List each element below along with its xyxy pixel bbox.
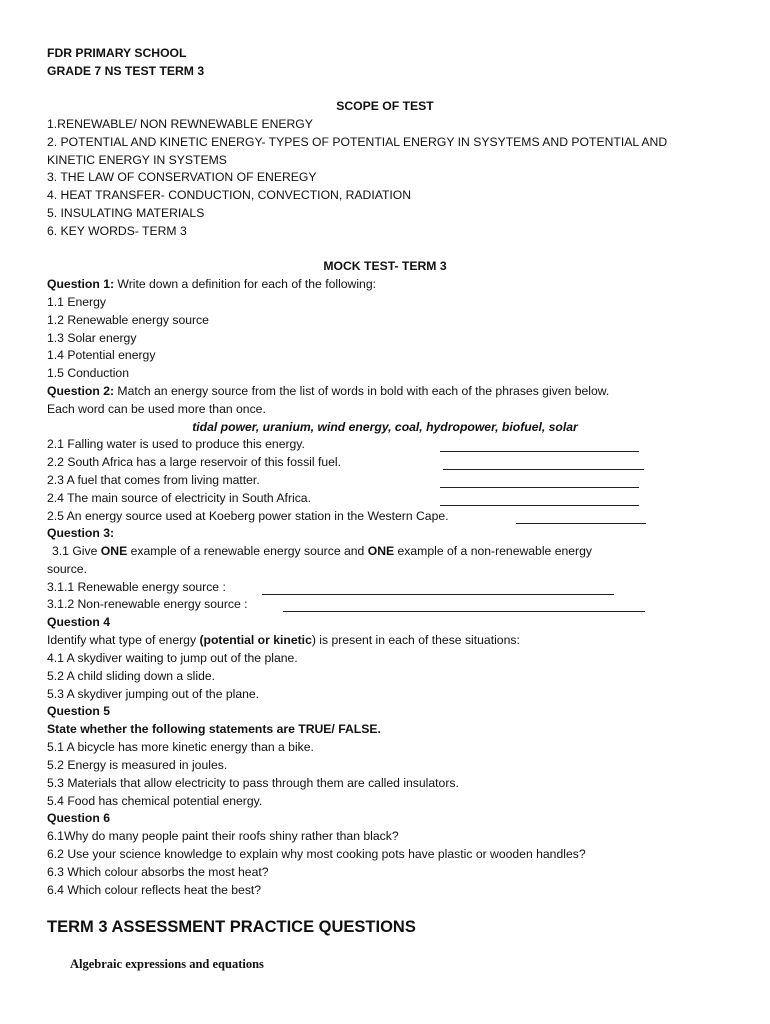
mock-test-heading: MOCK TEST- TERM 3 [323, 259, 447, 273]
question-2-text-cont: Each word can be used more than once. [47, 402, 266, 416]
answer-line[interactable] [443, 469, 644, 470]
q1-item: 1.3 Solar energy [47, 331, 137, 345]
q1-item: 1.5 Conduction [47, 366, 129, 380]
q6-item: 6.2 Use your science knowledge to explain why most cooking pots have plastic or wooden handles? [47, 847, 586, 861]
q1-item: 1.2 Renewable energy source [47, 313, 209, 327]
q5-item: 5.2 Energy is measured in joules. [47, 758, 228, 772]
q1-item: 1.1 Energy [47, 295, 106, 309]
scope-item: 5. INSULATING MATERIALS [47, 206, 205, 220]
test-title: GRADE 7 NS TEST TERM 3 [47, 64, 205, 78]
q6-item: 6.1Why do many people paint their roofs shiny rather than black? [47, 829, 399, 843]
q4-item: 4.1 A skydiver waiting to jump out of the plane. [47, 651, 298, 665]
question-5-label: Question 5 [47, 704, 110, 718]
q2-item: 2.4 The main source of electricity in South Africa. [47, 491, 311, 505]
question-5-instruction: State whether the following statements are TRUE/ FALSE. [47, 722, 381, 736]
q2-item: 2.3 A fuel that comes from living matter. [47, 473, 260, 487]
question-1-text: Write down a definition for each of the following: [114, 277, 377, 291]
question-1-label: Question 1: [47, 277, 115, 291]
scope-item: 2. POTENTIAL AND KINETIC ENERGY- TYPES OF POTENTIAL ENERGY IN SYSYTEMS AND POTENTIAL AND [47, 135, 668, 149]
q6-item: 6.4 Which colour reflects heat the best? [47, 883, 262, 897]
q4-text-b: ) is present in each of these situations: [311, 633, 520, 647]
scope-item: 6. KEY WORDS- TERM 3 [47, 224, 187, 238]
q3-text-a: 3.1 Give [52, 544, 101, 558]
q1-item: 1.4 Potential energy [47, 348, 156, 362]
question-2-text: Match an energy source from the list of words in bold with each of the phrases given below. [114, 384, 610, 398]
scope-item: KINETIC ENERGY IN SYSTEMS [47, 153, 227, 167]
question-1 [47, 276, 376, 293]
scope-item: 3. THE LAW OF CONSERVATION OF ENEREGY [47, 170, 317, 184]
question-4-text [47, 632, 520, 649]
q3-text-b: example of a renewable energy source and [127, 544, 368, 558]
scope-item: 1.RENEWABLE/ NON REWNEWABLE ENERGY [47, 117, 313, 131]
practice-subheading: Algebraic expressions and equations [70, 957, 264, 971]
q3-item: 3.1.2 Non-renewable energy source : [47, 597, 248, 611]
q6-item: 6.3 Which colour absorbs the most heat? [47, 865, 269, 879]
q5-item: 5.3 Materials that allow electricity to pass through them are called insulators. [47, 776, 459, 790]
q4-text-a: Identify what type of energy [47, 633, 200, 647]
question-2-label: Question 2: [47, 384, 115, 398]
question-3-label: Question 3: [47, 526, 115, 540]
q5-item: 5.1 A bicycle has more kinetic energy than a bike. [47, 740, 314, 754]
q2-item: 2.5 An energy source used at Koeberg power station in the Western Cape. [47, 509, 449, 523]
question-4-label: Question 4 [47, 615, 110, 629]
scope-item: 4. HEAT TRANSFER- CONDUCTION, CONVECTION, RADIATION [47, 188, 412, 202]
question-2 [47, 383, 609, 400]
q4-item: 5.3 A skydiver jumping out of the plane. [47, 687, 260, 701]
answer-line[interactable] [440, 487, 639, 488]
answer-line[interactable] [283, 611, 645, 612]
q4-text-bold: (potential or kinetic [199, 633, 312, 647]
q3-one-2: ONE [367, 544, 395, 558]
answer-line[interactable] [440, 451, 639, 452]
q3-text-c: example of a non-renewable energy [394, 544, 592, 558]
q5-item: 5.4 Food has chemical potential energy. [47, 794, 263, 808]
scope-heading: SCOPE OF TEST [336, 99, 434, 113]
answer-line[interactable] [516, 523, 646, 524]
school-name: FDR PRIMARY SCHOOL [47, 46, 187, 60]
question-3-text-cont: source. [47, 562, 87, 576]
q3-one-1: ONE [100, 544, 128, 558]
q2-item: 2.1 Falling water is used to produce this energy. [47, 437, 305, 451]
answer-line[interactable] [440, 505, 639, 506]
word-list: tidal power, uranium, wind energy, coal, hydropower, biofuel, solar [192, 420, 578, 434]
q4-item: 5.2 A child sliding down a slide. [47, 669, 216, 683]
q2-item: 2.2 South Africa has a large reservoir of this fossil fuel. [47, 455, 341, 469]
practice-heading: TERM 3 ASSESSMENT PRACTICE QUESTIONS [47, 918, 416, 936]
question-6-label: Question 6 [47, 811, 110, 825]
q3-item: 3.1.1 Renewable energy source : [47, 580, 226, 594]
question-3-text [52, 543, 592, 560]
answer-line[interactable] [262, 594, 614, 595]
